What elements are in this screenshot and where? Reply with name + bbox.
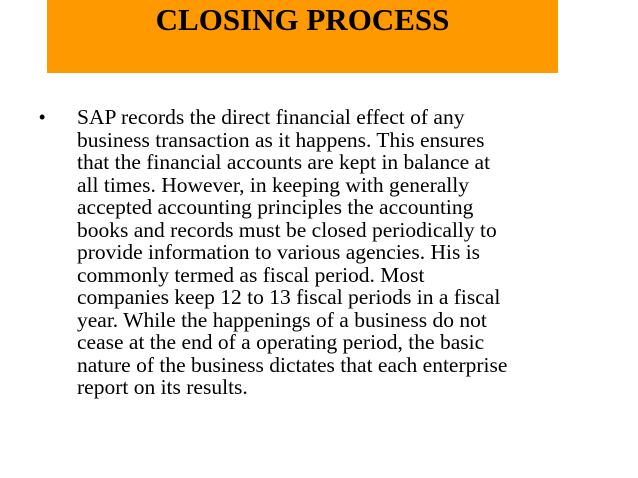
bullet-line: business transaction as it happens. This ensures <box>77 127 485 152</box>
bullet-line: companies keep 12 to 13 fiscal periods in a fiscal <box>77 285 501 309</box>
slide-title: CLOSING PROCESS <box>155 2 450 37</box>
bullet-icon: • <box>39 107 46 127</box>
bullet-line: report on its results. <box>77 375 248 399</box>
bullet-line: all times. However, in keeping with generally <box>77 172 469 197</box>
bullet-item <box>33 106 593 399</box>
bullet-line: year. While the happenings of a business do not <box>77 307 487 332</box>
bullet-line: accepted accounting principles the accounting <box>77 195 474 219</box>
bullet-line: books and records must be closed periodically to <box>77 217 497 242</box>
bullet-line: that the financial accounts are kept in balance at <box>77 150 491 174</box>
slide-body <box>33 106 593 399</box>
bullet-line: nature of the business dictates that each enterprise <box>77 352 508 377</box>
title-banner <box>47 0 558 73</box>
bullet-line: provide information to various agencies. His is <box>77 240 481 264</box>
bullet-line: SAP records the direct financial effect of any <box>77 105 465 129</box>
bullet-line: commonly termed as fiscal period. Most <box>77 262 425 287</box>
bullet-line: cease at the end of a operating period, the basic <box>77 330 485 354</box>
